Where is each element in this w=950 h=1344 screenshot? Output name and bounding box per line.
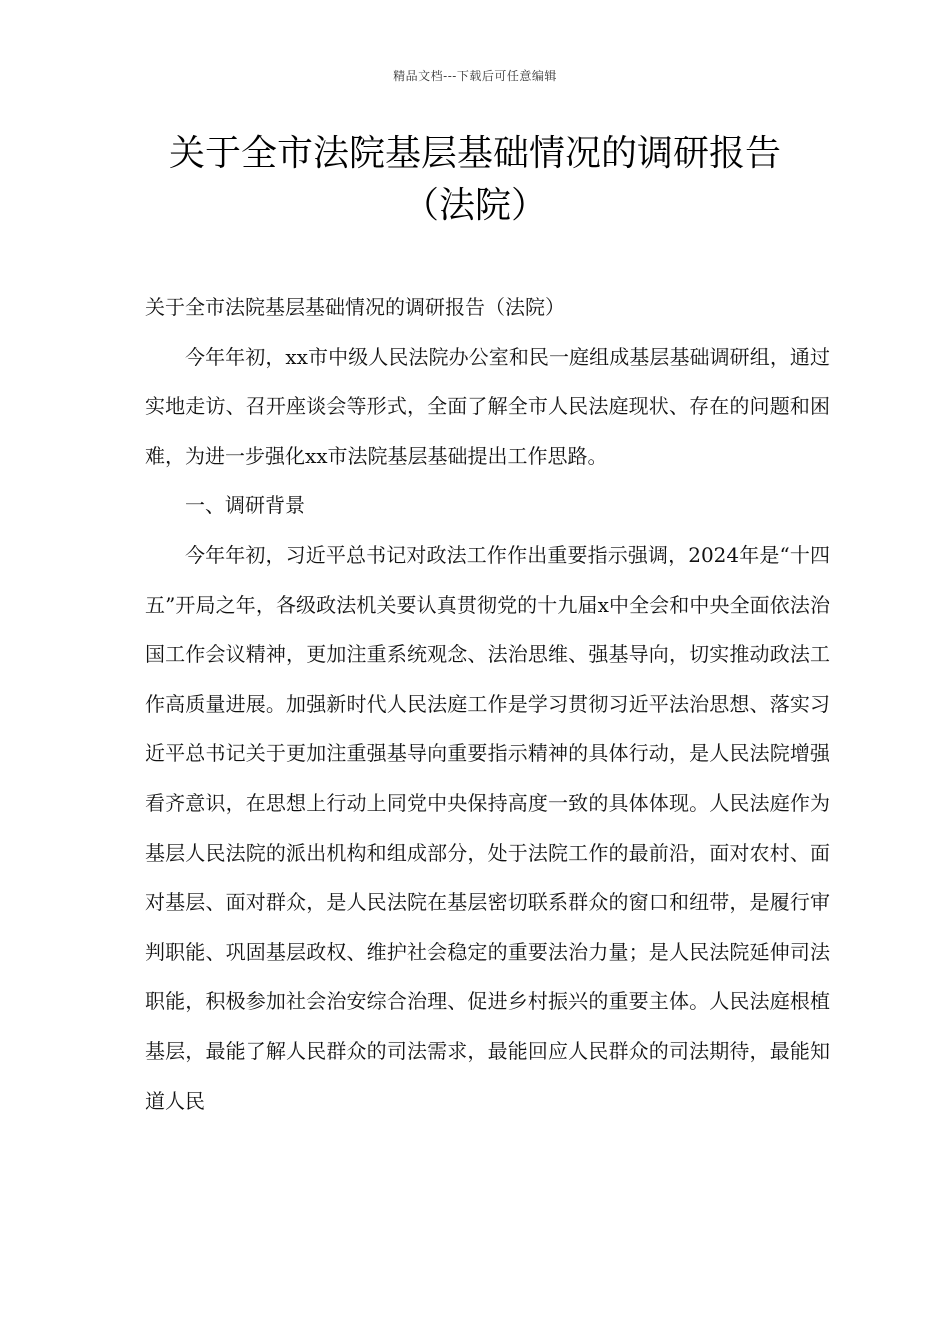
document-body (145, 283, 830, 1126)
title-line-2: （法院） (402, 185, 547, 226)
paragraph-intro: 今年年初，xx市中级人民法院办公室和民一庭组成基层基础调研组，通过实地走访、召开座谈会等形式，全面了解全市人民法庭现状、存在的问题和困难，为进一步强化xx市法院基层基础提出工作思路。 (145, 344, 830, 468)
document-title (60, 128, 890, 232)
paragraph-background: 今年年初，习近平总书记对政法工作作出重要指示强调，2024年是“十四五”开局之年，各级政法机关要认真贯彻党的十九届x中全会和中央全面依法治国工作会议精神，更加注重系统观念、法治思维、强基导向，切实推动政法工作高质量进展。加强新时代人民法庭工作是学习贯彻习近平法治思想、落实习近平总书记关于更加注重强基导向重要指示精神的具体行动，是人民法院增强看齐意识，在思想上行动上同党中央保持高度一致的具体体现。人民法庭作为基层人民法院的派出机构和组成部分，处于法院工作的最前沿，面对农村、面对基层、面对群众，是人民法院在基层密切联系群众的窗口和纽带，是履行审判职能、巩固基层政权、维护社会稳定的重要法治力量；是人民法院延伸司法职能，积极参加社会治安综合治理、促进乡村振兴的重要主体。人民法庭根植基层，最能了解人民群众的司法需求，最能回应人民群众的司法期待，最能知道人民 (145, 542, 830, 1113)
header-note: 精品文档---下载后可任意编辑 (393, 69, 557, 83)
section-heading: 一、调研背景 (185, 493, 305, 518)
document-subtitle: 关于全市法院基层基础情况的调研报告（法院） (145, 295, 565, 319)
title-line-1: 关于全市法院基层基础情况的调研报告 (168, 133, 781, 174)
